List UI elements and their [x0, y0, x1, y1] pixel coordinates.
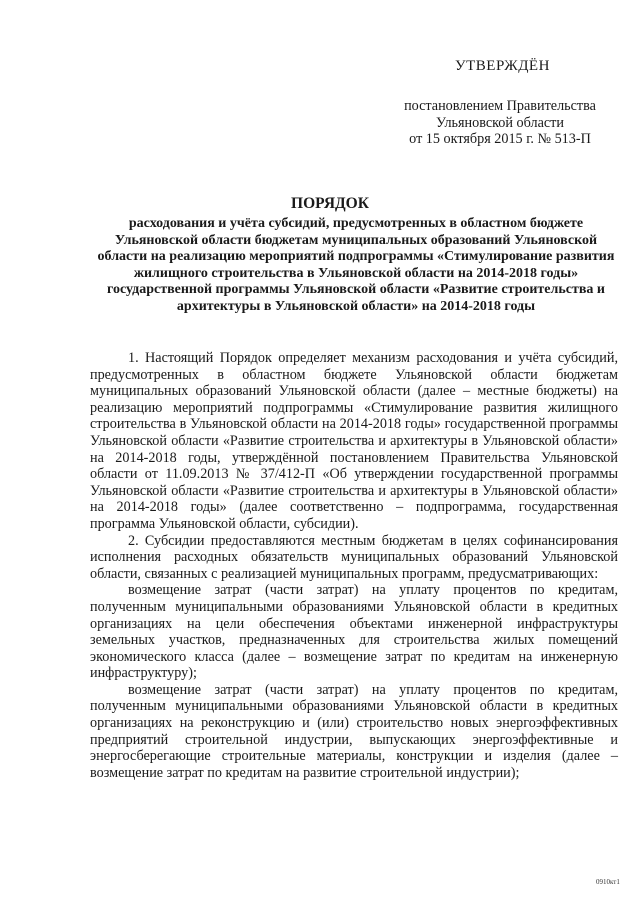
decree-line: постановлением Правительства	[404, 98, 596, 114]
footer-code: 0910кт1	[596, 878, 620, 886]
paragraph-2-item-2: возмещение затрат (части затрат) на уплату процентов по кредитам, полученным муниципальными образованиями Ульяновской области в кредитных организациях на реконструкцию и (или) строительство новых энергоэффективных предприятий строительной индустрии, выпускающих энергоэффективные и энергосберегающие строительные материалы, конструкции и изделия (далее – возмещение затрат по кредитам на развитие строительной индустрии);	[90, 681, 618, 781]
decree-line: Ульяновской области	[436, 114, 564, 131]
document-body	[90, 350, 618, 781]
document-title: ПОРЯДОК	[291, 195, 369, 212]
decree-reference	[385, 98, 615, 148]
document-subtitle: расходования и учёта субсидий, предусмотренных в областном бюджете Ульяновской области бюджетам муниципальных образований Ульяновской области на реализацию мероприятий подпрограммы «Стимулирование развития жилищного строительства в Ульяновской области на 2014-2018 годы» государственной программы Ульяновской области «Развитие строительства и архитектуры в Ульяновской области» на 2014-2018 годы	[97, 216, 615, 314]
paragraph-2: 2. Субсидии предоставляются местным бюджетам в целях софинансирования исполнения расходных обязательств муниципальных образований Ульяновской области, связанных с реализацией муниципальных программ, предусматривающих:	[90, 532, 618, 582]
paragraph-1: 1. Настоящий Порядок определяет механизм расходования и учёта субсидий, предусмотренных в областном бюджете Ульяновской области бюджетам муниципальных образований Ульяновской области (далее – местные бюджеты) на реализацию мероприятий подпрограммы «Стимулирование развития жилищного строительства в Ульяновской области на 2014-2018 годы» государственной программы Ульяновской области «Развитие строительства и архитектуры в Ульяновской области» на 2014-2018 годы, утверждённой постановлением Правительства Ульяновской области от 11.09.2013 № 37/412-П «Об утверждении государственной программы Ульяновской области «Развитие строительства и архитектуры в Ульяновской области» на 2014-2018 годы» (далее соответственно – подпрограмма, государственная программа Ульяновской области, субсидии).	[90, 350, 618, 532]
approved-stamp: УТВЕРЖДЁН	[455, 58, 550, 74]
decree-line: от 15 октября 2015 г. № 513-П	[409, 131, 591, 147]
paragraph-2-item-1: возмещение затрат (части затрат) на уплату процентов по кредитам, полученным муниципальными образованиями Ульяновской области в кредитных организациях на цели обеспечения объектами инженерной инфраструктуры земельных участков, предназначенных для строительства жилых помещений экономического класса (далее – возмещение затрат по кредитам на инженерную инфраструктуру);	[90, 582, 618, 682]
